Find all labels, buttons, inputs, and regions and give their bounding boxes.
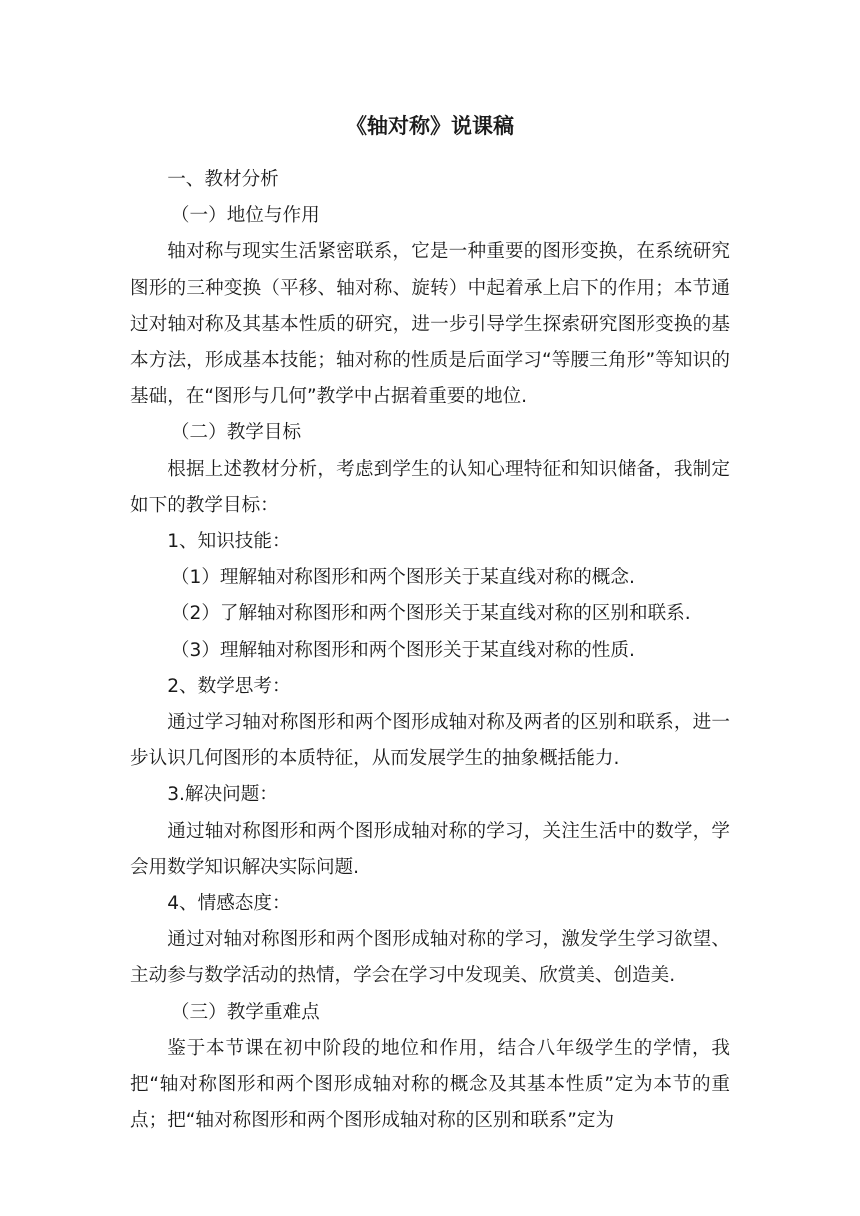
body-paragraph: 鉴于本节课在初中阶段的地位和作用，结合八年级学生的学情，我把“轴对称图形和两个图形成轴对称的概念及其基本性质”定为本节的重点；把“轴对称图形和两个图形成轴对称的区别和联系”定为 bbox=[130, 1037, 730, 1132]
document-title: 《轴对称》说课稿 bbox=[346, 114, 514, 138]
body-paragraph: 通过对轴对称图形和两个图形成轴对称的学习，激发学生学习欲望、主动参与数学活动的热情，学会在学习中发现美、欣赏美、创造美. bbox=[130, 929, 730, 987]
subsection-heading: （二）教学目标 bbox=[170, 422, 302, 444]
body-paragraph: 根据上述教材分析，考虑到学生的认知心理特征和知识储备，我制定如下的教学目标： bbox=[130, 458, 730, 516]
body-paragraph: 轴对称与现实生活紧密联系，它是一种重要的图形变换，在系统研究图形的三种变换（平移、轴对称、旋转）中起着承上启下的作用；本节通过对轴对称及其基本性质的研究，进一步引导学生探索研究图形变换的基本方法，形成基本技能；轴对称的性质是后面学习“等腰三角形”等知识的基础，在“图形与几何”教学中占据着重要的地位. bbox=[130, 241, 730, 408]
list-item: （2）了解轴对称图形和两个图形关于某直线对称的区别和联系. bbox=[170, 603, 691, 625]
list-item: （3）理解轴对称图形和两个图形关于某直线对称的性质. bbox=[170, 639, 635, 661]
list-heading: 1、知识技能： bbox=[167, 531, 291, 553]
section-heading: 一、教材分析 bbox=[167, 169, 279, 190]
list-heading: 2、数学思考： bbox=[167, 675, 291, 697]
document-body bbox=[130, 162, 730, 1139]
list-heading: 4、情感态度： bbox=[167, 893, 291, 915]
subsection-heading: （三）教学重难点 bbox=[170, 1001, 320, 1023]
body-paragraph: 通过学习轴对称图形和两个图形成轴对称及两者的区别和联系，进一步认识几何图形的本质特征，从而发展学生的抽象概括能力. bbox=[130, 712, 730, 770]
subsection-heading: （一）地位与作用 bbox=[170, 205, 320, 227]
list-item: （1）理解轴对称图形和两个图形关于某直线对称的概念. bbox=[170, 567, 635, 589]
list-heading: 3.解决问题： bbox=[167, 784, 278, 806]
body-paragraph: 通过轴对称图形和两个图形成轴对称的学习，关注生活中的数学，学会用数学知识解决实际问题. bbox=[130, 820, 730, 878]
